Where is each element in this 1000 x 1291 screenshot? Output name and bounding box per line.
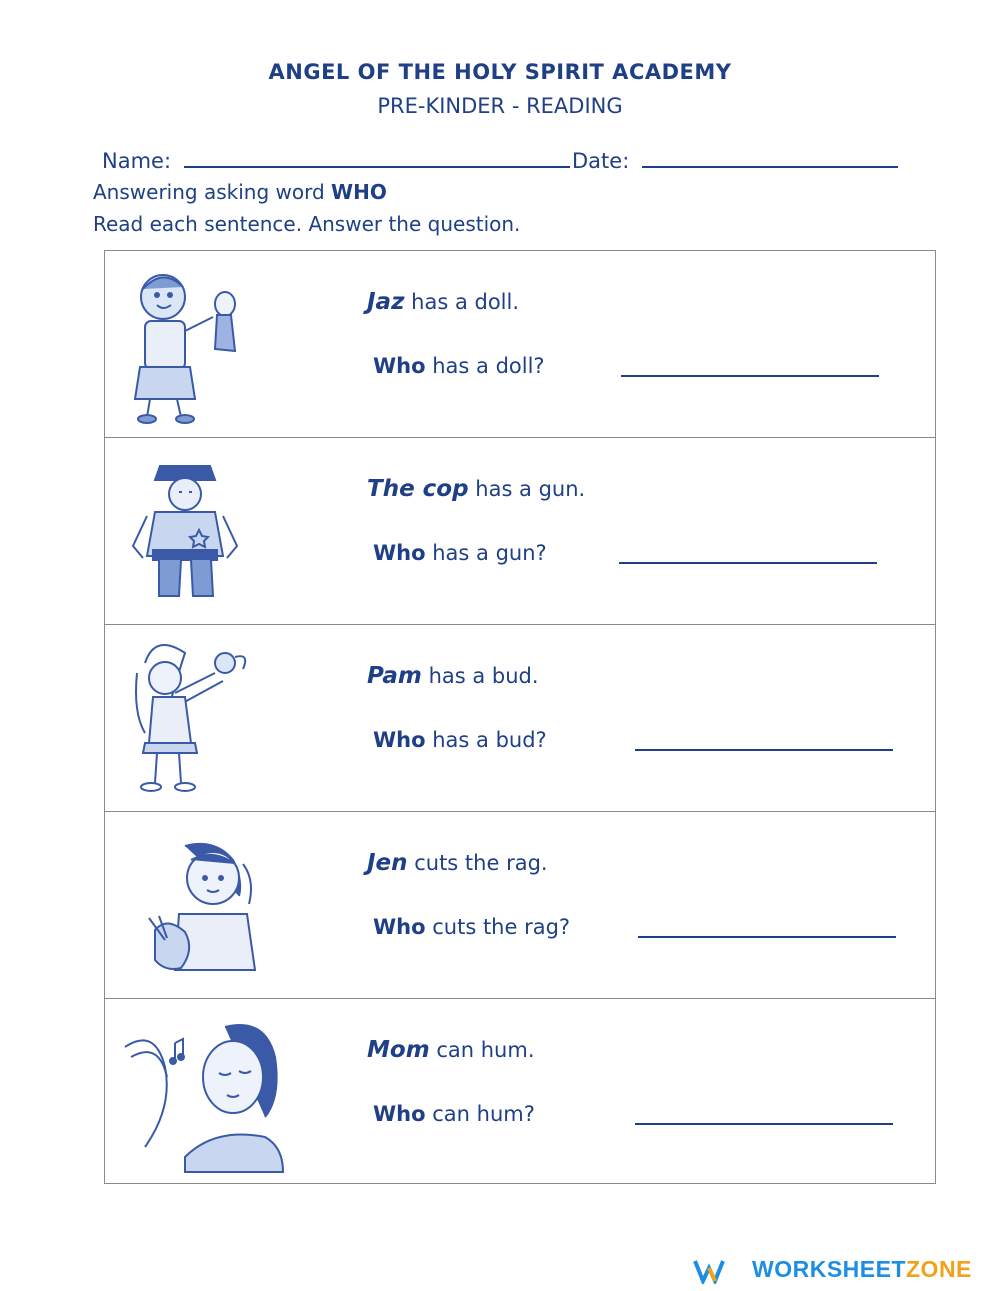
- name-label: Name:: [102, 149, 172, 173]
- instruction-2: Read each sentence. Answer the question.: [93, 212, 521, 236]
- answer-line[interactable]: [619, 562, 877, 564]
- date-field[interactable]: [572, 146, 898, 173]
- subject-name: Jen: [367, 850, 408, 876]
- sentence: Pam has a bud.: [367, 663, 539, 689]
- instruction-1: Answering asking word WHO: [93, 180, 387, 204]
- question-row: [105, 812, 935, 999]
- date-line: [642, 146, 898, 168]
- question: Who has a bud?: [373, 728, 547, 752]
- question-row: [105, 999, 935, 1186]
- worksheetzone-logo-icon: [693, 1258, 733, 1284]
- answer-line[interactable]: [635, 749, 893, 751]
- subject-name: Pam: [367, 663, 422, 689]
- answer-line[interactable]: [635, 1123, 893, 1125]
- worksheetzone-watermark[interactable]: WORKSHEETZONE: [752, 1256, 972, 1282]
- answer-line[interactable]: [621, 375, 879, 377]
- answer-line[interactable]: [638, 936, 896, 938]
- sentence: Mom can hum.: [367, 1037, 535, 1063]
- question-row: [105, 438, 935, 625]
- question: Who has a gun?: [373, 541, 547, 565]
- girl-cutting-rag-picture: [115, 820, 265, 990]
- question: Who has a doll?: [373, 354, 545, 378]
- name-field[interactable]: [102, 146, 570, 173]
- police-officer-picture: [115, 446, 265, 616]
- sentence: Jen cuts the rag.: [367, 850, 548, 876]
- subject-name: Jaz: [367, 289, 405, 315]
- sentence: The cop has a gun.: [367, 476, 586, 502]
- woman-humming-picture: [115, 1007, 285, 1177]
- question: Who can hum?: [373, 1102, 535, 1126]
- girl-with-flower-picture: [115, 633, 265, 803]
- question-row: [105, 625, 935, 812]
- question: Who cuts the rag?: [373, 915, 571, 939]
- subject-name: Mom: [367, 1037, 430, 1063]
- question-table: [104, 250, 936, 1184]
- instruction-keyword: WHO: [331, 180, 387, 204]
- subject-title: PRE-KINDER - READING: [377, 94, 623, 118]
- name-line: [184, 146, 570, 168]
- question-row: [105, 251, 935, 438]
- subject-name: The cop: [367, 476, 469, 502]
- sentence: Jaz has a doll.: [367, 289, 520, 315]
- girl-holding-doll-picture: [115, 259, 265, 429]
- school-title: ANGEL OF THE HOLY SPIRIT ACADEMY: [268, 60, 732, 84]
- date-label: Date:: [572, 149, 630, 173]
